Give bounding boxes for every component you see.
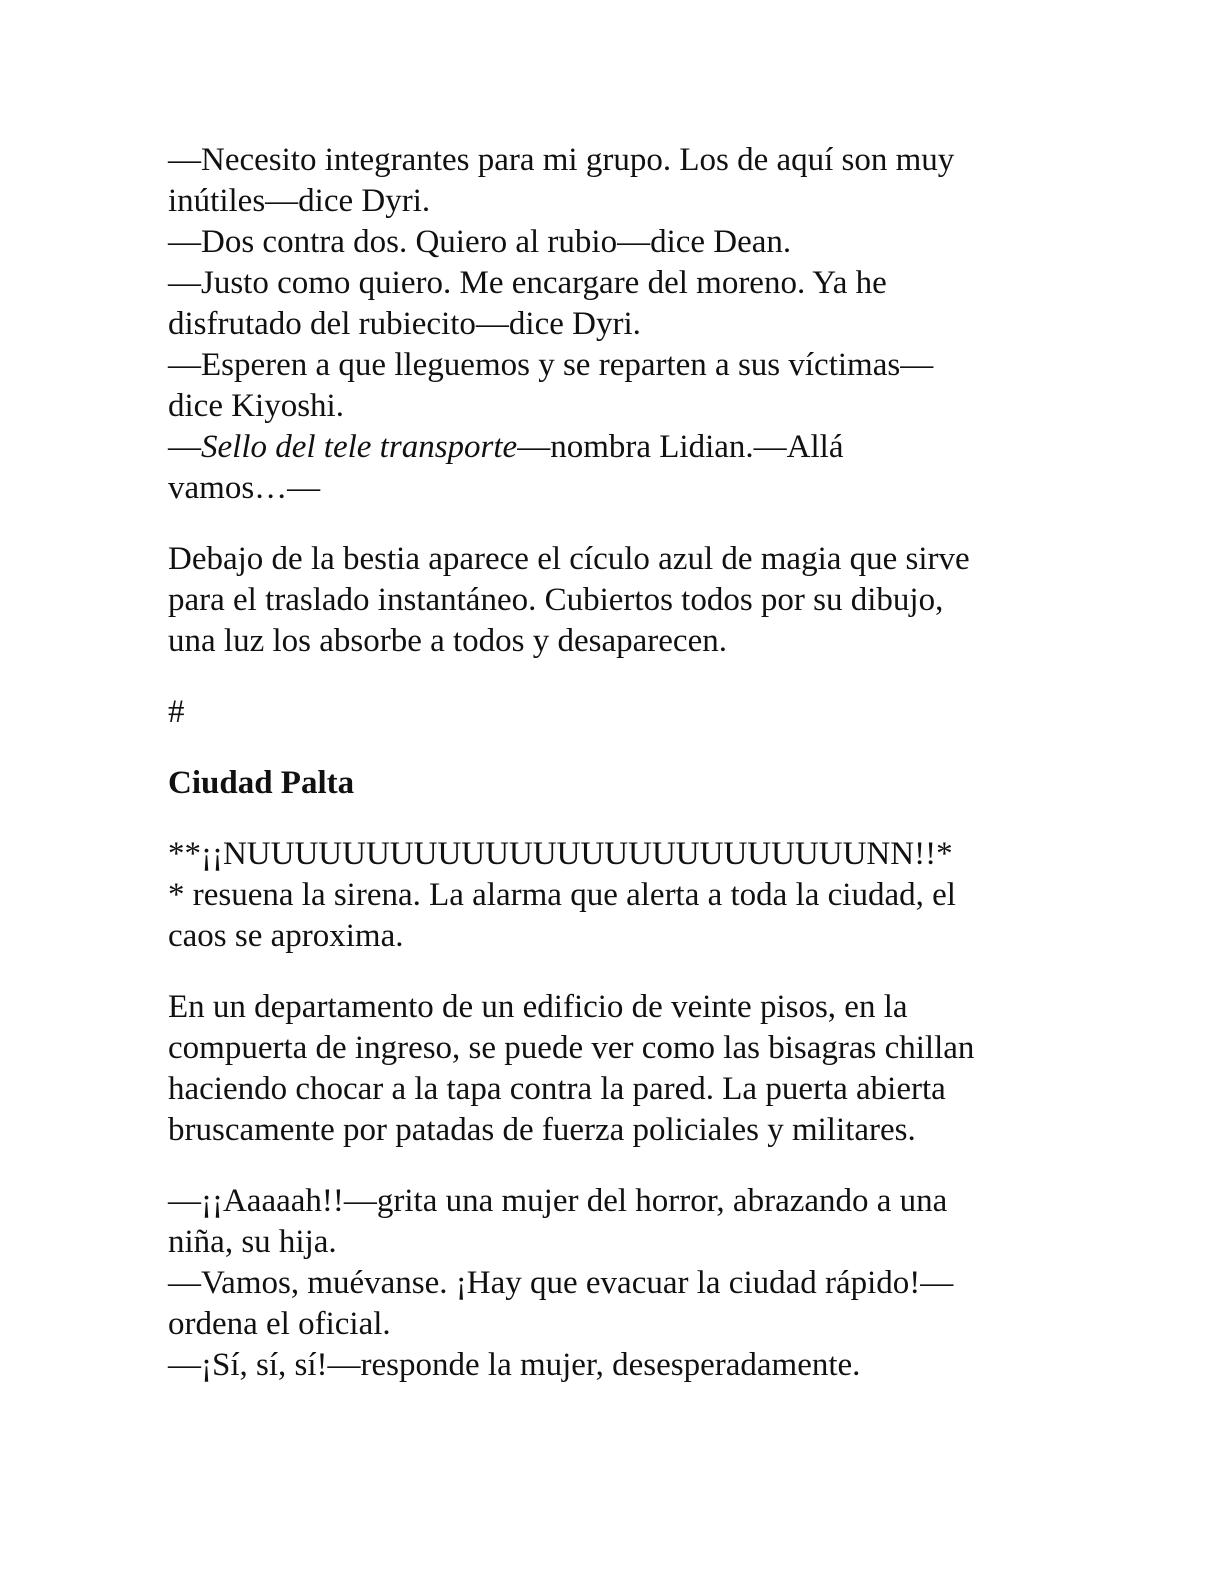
text-line: haciendo chocar a la tapa contra la pared. La puerta abierta bbox=[168, 1071, 946, 1107]
text-line: —¡¡Aaaaah!!—grita una mujer del horror, abrazando a una bbox=[168, 1183, 948, 1219]
text-line: bruscamente por patadas de fuerza policiales y militares. bbox=[168, 1112, 916, 1148]
text-line: una luz los absorbe a todos y desaparecen. bbox=[168, 623, 727, 659]
text-line: —Esperen a que lleguemos y se reparten a sus víctimas— bbox=[168, 347, 934, 383]
text-line: Debajo de la bestia aparece el cículo azul de magia que sirve bbox=[168, 541, 970, 577]
section-heading: Ciudad Palta bbox=[168, 765, 355, 801]
text-line: ordena el oficial. bbox=[168, 1306, 391, 1342]
text-line: —Necesito integrantes para mi grupo. Los de aquí son muy bbox=[168, 142, 955, 178]
text-line: —Vamos, muévanse. ¡Hay que evacuar la ciudad rápido!— bbox=[168, 1265, 954, 1301]
text-line: para el traslado instantáneo. Cubiertos todos por su dibujo, bbox=[168, 582, 944, 618]
text-line: * resuena la sirena. La alarma que alerta a toda la ciudad, el bbox=[168, 877, 956, 913]
dialogue-block-2 bbox=[168, 1181, 1058, 1386]
text-line: caos se aproxima. bbox=[168, 918, 404, 954]
text-line: niña, su hija. bbox=[168, 1224, 337, 1260]
document-page bbox=[168, 140, 1058, 1386]
text-line: —¡Sí, sí, sí!—responde la mujer, desesperadamente. bbox=[168, 1347, 861, 1383]
text-line: —Dos contra dos. Quiero al rubio—dice Dean. bbox=[168, 224, 792, 260]
paragraph-gap bbox=[168, 804, 1058, 834]
scene-separator: # bbox=[168, 694, 185, 730]
paragraph-1 bbox=[168, 539, 1058, 662]
paragraph-gap bbox=[168, 957, 1058, 987]
text-span: —nombra Lidian.—Allá bbox=[517, 429, 844, 465]
text-line: **¡¡NUUUUUUUUUUUUUUUUUUUUUUUUUUNN!!* bbox=[168, 836, 953, 872]
text-line: —Justo como quiero. Me encargare del moreno. Ya he bbox=[168, 265, 887, 301]
paragraph-gap bbox=[168, 733, 1058, 763]
text-line: vamos…— bbox=[168, 470, 321, 506]
paragraph-2 bbox=[168, 834, 1058, 957]
paragraph-gap bbox=[168, 1151, 1058, 1181]
paragraph-gap bbox=[168, 509, 1058, 539]
text-line: compuerta de ingreso, se puede ver como las bisagras chillan bbox=[168, 1030, 975, 1066]
text-line bbox=[168, 427, 1058, 468]
paragraph-gap bbox=[168, 662, 1058, 692]
dash: — bbox=[168, 429, 201, 465]
text-line: En un departamento de un edificio de veinte pisos, en la bbox=[168, 989, 908, 1025]
text-line: inútiles—dice Dyri. bbox=[168, 183, 431, 219]
text-line: dice Kiyoshi. bbox=[168, 388, 344, 424]
italic-spell-name: Sello del tele transporte bbox=[201, 429, 518, 465]
text-line: disfrutado del rubiecito—dice Dyri. bbox=[168, 306, 641, 342]
paragraph-3 bbox=[168, 987, 1058, 1151]
dialogue-block-1 bbox=[168, 140, 1058, 509]
